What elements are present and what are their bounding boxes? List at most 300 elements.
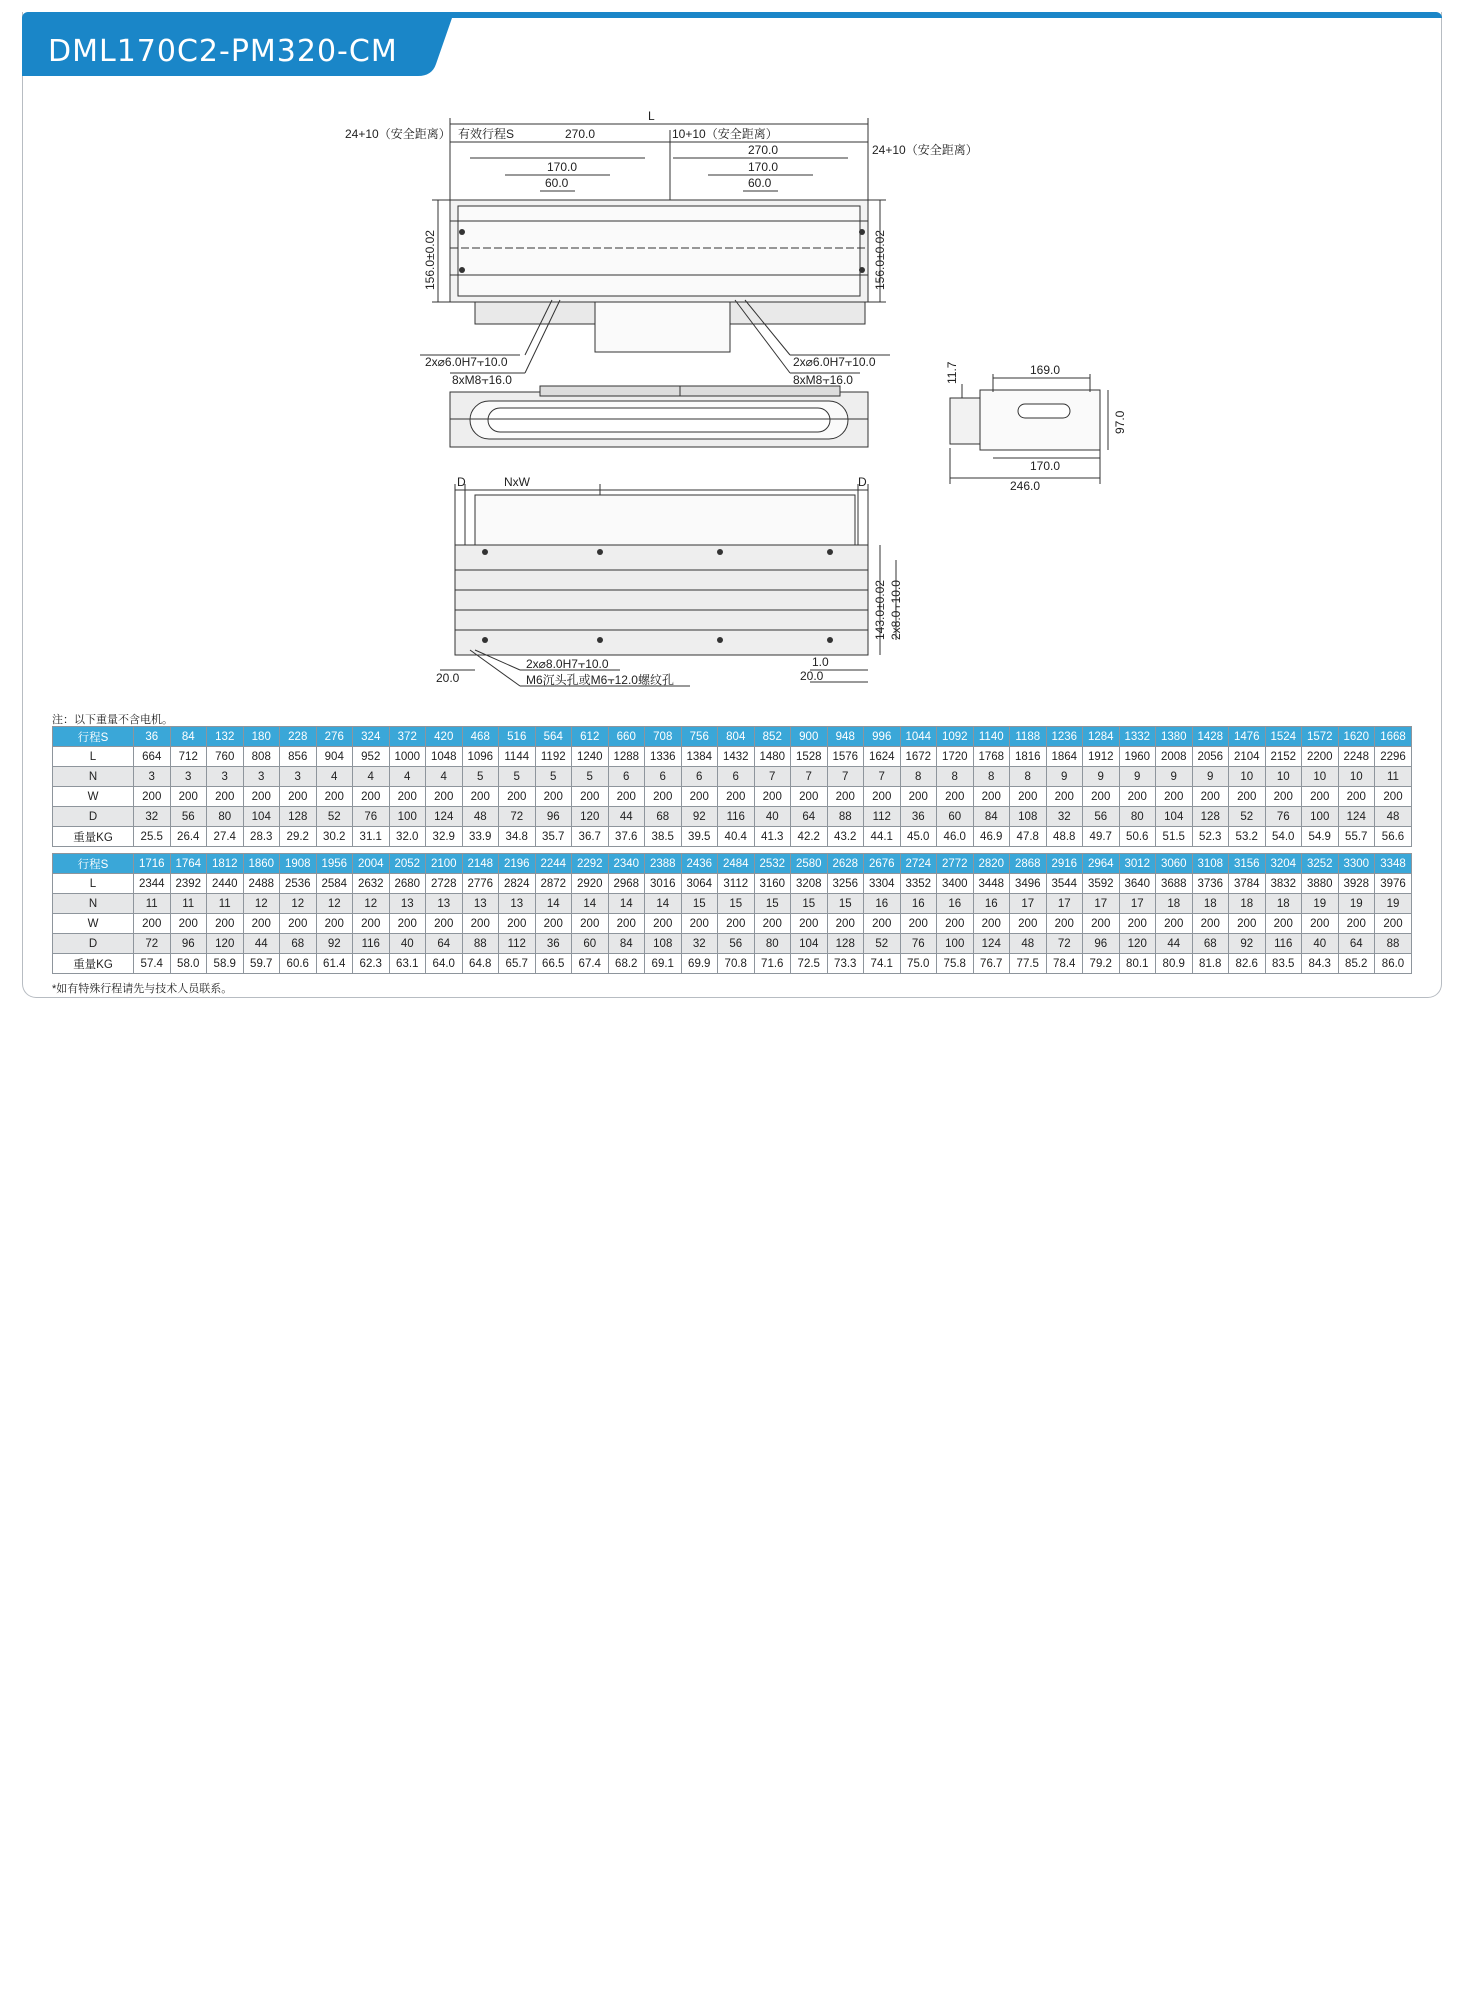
- table-cell: 40: [754, 807, 791, 827]
- table-cell: 124: [1338, 807, 1375, 827]
- table-cell: 19: [1375, 894, 1412, 914]
- table-row: [53, 894, 1412, 914]
- table-cell: 68: [645, 807, 682, 827]
- table-cell: 1284: [1083, 727, 1120, 747]
- table-cell: 17: [1010, 894, 1047, 914]
- table-cell: 76: [1265, 807, 1302, 827]
- table-cell: 900: [791, 727, 828, 747]
- table-cell: 83.5: [1265, 954, 1302, 974]
- table-cell: 2440: [207, 874, 244, 894]
- dim-270-b: 270.0: [748, 143, 779, 157]
- table-cell: 200: [243, 914, 280, 934]
- table-cell: 52: [1229, 807, 1266, 827]
- table-cell: 3348: [1375, 854, 1412, 874]
- table-cell: 468: [462, 727, 499, 747]
- dim-170-b: 170.0: [748, 160, 779, 174]
- table-cell: 3448: [973, 874, 1010, 894]
- table-cell: 41.3: [754, 827, 791, 847]
- table-cell: 14: [645, 894, 682, 914]
- table-cell: 2436: [681, 854, 718, 874]
- table-cell: 612: [572, 727, 609, 747]
- table-cell: 856: [280, 747, 317, 767]
- table-cell: 68: [280, 934, 317, 954]
- table-cell: 3256: [827, 874, 864, 894]
- dim-D-left: D: [457, 475, 466, 489]
- table-cell: 10: [1229, 767, 1266, 787]
- dim-right-safety-mid: 10+10（安全距离）: [672, 127, 778, 141]
- table-cell: 73.3: [827, 954, 864, 974]
- table-cell: 200: [316, 787, 353, 807]
- table-cell: 5: [572, 767, 609, 787]
- table-cell: 2008: [1156, 747, 1193, 767]
- table-cell: 200: [1010, 914, 1047, 934]
- table-cell: 1716: [134, 854, 171, 874]
- table-cell: 1672: [900, 747, 937, 767]
- table-row: [53, 914, 1412, 934]
- table-cell: 116: [718, 807, 755, 827]
- table-cell: 1428: [1192, 727, 1229, 747]
- row-label: D: [53, 934, 134, 954]
- table-cell: 10: [1265, 767, 1302, 787]
- table-cell: 664: [134, 747, 171, 767]
- table-cell: 4: [426, 767, 463, 787]
- note-weight: 注：以下重量不含电机。: [52, 714, 173, 726]
- table-cell: 30.2: [316, 827, 353, 847]
- table-cell: 200: [973, 787, 1010, 807]
- table-cell: 948: [827, 727, 864, 747]
- table-cell: 104: [1156, 807, 1193, 827]
- table-cell: 200: [134, 787, 171, 807]
- table-cell: 756: [681, 727, 718, 747]
- table-cell: 760: [207, 747, 244, 767]
- table-cell: 200: [243, 787, 280, 807]
- table-cell: 62.3: [353, 954, 390, 974]
- table-cell: 15: [718, 894, 755, 914]
- table-cell: 44.1: [864, 827, 901, 847]
- table-cell: 200: [1046, 787, 1083, 807]
- table-cell: 72: [134, 934, 171, 954]
- dim-270-a: 270.0: [565, 127, 596, 141]
- table-cell: 2196: [499, 854, 536, 874]
- table-cell: 2244: [535, 854, 572, 874]
- note-special-stroke: *如有特殊行程请先与技术人员联系。: [52, 983, 233, 995]
- table-cell: 708: [645, 727, 682, 747]
- table-cell: 16: [973, 894, 1010, 914]
- dim-D-right: D: [858, 475, 867, 489]
- table-cell: 31.1: [353, 827, 390, 847]
- table-cell: 70.8: [718, 954, 755, 974]
- table-cell: 200: [1338, 787, 1375, 807]
- table-cell: 3112: [718, 874, 755, 894]
- table-cell: 17: [1046, 894, 1083, 914]
- table-cell: 1044: [900, 727, 937, 747]
- table-cell: 2536: [280, 874, 317, 894]
- table-cell: 3108: [1192, 854, 1229, 874]
- table-cell: 8: [900, 767, 937, 787]
- table-cell: 18: [1192, 894, 1229, 914]
- table-cell: 63.1: [389, 954, 426, 974]
- table-cell: 200: [207, 914, 244, 934]
- table-cell: 49.7: [1083, 827, 1120, 847]
- table-cell: 200: [499, 787, 536, 807]
- table-cell: 200: [1192, 914, 1229, 934]
- dim-20-right: 20.0: [800, 669, 824, 683]
- table-cell: 3: [134, 767, 171, 787]
- table-cell: 18: [1156, 894, 1193, 914]
- technical-drawing: [0, 0, 1464, 700]
- table-cell: 67.4: [572, 954, 609, 974]
- table-cell: 3832: [1265, 874, 1302, 894]
- dim-97: 97.0: [1113, 410, 1127, 434]
- table-cell: 120: [1119, 934, 1156, 954]
- table-cell: 200: [535, 787, 572, 807]
- table-cell: 200: [462, 787, 499, 807]
- table-cell: 46.9: [973, 827, 1010, 847]
- table-cell: 15: [791, 894, 828, 914]
- table-cell: 564: [535, 727, 572, 747]
- table-cell: 132: [207, 727, 244, 747]
- table-cell: 58.0: [170, 954, 207, 974]
- table-cell: 3: [170, 767, 207, 787]
- table-cell: 200: [170, 787, 207, 807]
- table-cell: 200: [973, 914, 1010, 934]
- table-cell: 2584: [316, 874, 353, 894]
- dim-11-7: 11.7: [945, 361, 959, 384]
- table-cell: 3544: [1046, 874, 1083, 894]
- table-cell: 48.8: [1046, 827, 1083, 847]
- table-row: [53, 827, 1412, 847]
- table-cell: 1048: [426, 747, 463, 767]
- table-cell: 7: [864, 767, 901, 787]
- table-cell: 200: [791, 914, 828, 934]
- table-cell: 1528: [791, 747, 828, 767]
- table-cell: 88: [462, 934, 499, 954]
- table-row: [53, 807, 1412, 827]
- row-label: D: [53, 807, 134, 827]
- dim-246: 246.0: [1010, 479, 1041, 493]
- table-cell: 5: [462, 767, 499, 787]
- table-cell: 124: [973, 934, 1010, 954]
- table-cell: 3736: [1192, 874, 1229, 894]
- table-row: [53, 747, 1412, 767]
- table-cell: 100: [1302, 807, 1339, 827]
- hole-m6-bottom: M6沉头孔或M6⫟12.0螺纹孔: [526, 673, 674, 687]
- table-cell: 39.5: [681, 827, 718, 847]
- table-cell: 12: [353, 894, 390, 914]
- table-cell: 200: [280, 914, 317, 934]
- table-cell: 56: [718, 934, 755, 954]
- table-cell: 2724: [900, 854, 937, 874]
- table-cell: 116: [353, 934, 390, 954]
- table-cell: 1764: [170, 854, 207, 874]
- table-cell: 32.9: [426, 827, 463, 847]
- table-cell: 2632: [353, 874, 390, 894]
- table-cell: 116: [1265, 934, 1302, 954]
- table-cell: 3640: [1119, 874, 1156, 894]
- table-cell: 200: [1229, 914, 1266, 934]
- table-cell: 6: [645, 767, 682, 787]
- table-cell: 108: [1010, 807, 1047, 827]
- table-cell: 48: [1375, 807, 1412, 827]
- hole-m8-right: 8xM8⫟16.0: [793, 373, 853, 387]
- table-cell: 200: [1302, 914, 1339, 934]
- table-cell: 32.0: [389, 827, 426, 847]
- table-cell: 18: [1229, 894, 1266, 914]
- table-cell: 11: [207, 894, 244, 914]
- row-label: W: [53, 914, 134, 934]
- table-cell: 660: [608, 727, 645, 747]
- table-cell: 200: [718, 914, 755, 934]
- table-cell: 36.7: [572, 827, 609, 847]
- table-cell: 60: [572, 934, 609, 954]
- table-cell: 128: [1192, 807, 1229, 827]
- table-cell: 25.5: [134, 827, 171, 847]
- row-label: N: [53, 894, 134, 914]
- table-cell: 2152: [1265, 747, 1302, 767]
- table-cell: 2820: [973, 854, 1010, 874]
- table-cell: 92: [681, 807, 718, 827]
- dim-170-end: 170.0: [1030, 459, 1061, 473]
- page-title: DML170C2-PM320-CM: [48, 34, 398, 69]
- table-cell: 84.3: [1302, 954, 1339, 974]
- table-cell: 2484: [718, 854, 755, 874]
- table-cell: 1624: [864, 747, 901, 767]
- table-cell: 804: [718, 727, 755, 747]
- table-cell: 2388: [645, 854, 682, 874]
- table-cell: 200: [1375, 914, 1412, 934]
- table-cell: 104: [243, 807, 280, 827]
- table-cell: 6: [608, 767, 645, 787]
- table-cell: 200: [1229, 787, 1266, 807]
- table-cell: 200: [207, 787, 244, 807]
- table-cell: 47.8: [1010, 827, 1047, 847]
- table-cell: 56: [1083, 807, 1120, 827]
- table-cell: 6: [681, 767, 718, 787]
- table-cell: 3592: [1083, 874, 1120, 894]
- table-cell: 1092: [937, 727, 974, 747]
- table-cell: 2148: [462, 854, 499, 874]
- dim-20-left: 20.0: [436, 671, 460, 685]
- table-cell: 10: [1302, 767, 1339, 787]
- table-cell: 3928: [1338, 874, 1375, 894]
- table-cell: 54.0: [1265, 827, 1302, 847]
- table-cell: 32: [134, 807, 171, 827]
- table-cell: 2100: [426, 854, 463, 874]
- row-label: N: [53, 767, 134, 787]
- table-cell: 38.5: [645, 827, 682, 847]
- table-cell: 15: [681, 894, 718, 914]
- table-cell: 16: [900, 894, 937, 914]
- table-cell: 228: [280, 727, 317, 747]
- table-cell: 16: [937, 894, 974, 914]
- table-cell: 44: [243, 934, 280, 954]
- table-cell: 48: [1010, 934, 1047, 954]
- dim-170-a: 170.0: [547, 160, 578, 174]
- table-cell: 200: [937, 914, 974, 934]
- table-cell: 42.2: [791, 827, 828, 847]
- table-cell: 46.0: [937, 827, 974, 847]
- table-cell: 200: [1083, 787, 1120, 807]
- table-cell: 2628: [827, 854, 864, 874]
- table-cell: 92: [316, 934, 353, 954]
- table-cell: 86.0: [1375, 954, 1412, 974]
- table-cell: 11: [134, 894, 171, 914]
- table-cell: 17: [1119, 894, 1156, 914]
- table-cell: 76: [900, 934, 937, 954]
- table-cell: 5: [535, 767, 572, 787]
- table-cell: 3: [280, 767, 317, 787]
- table-cell: 40: [389, 934, 426, 954]
- table-cell: 200: [389, 787, 426, 807]
- table-cell: 44: [1156, 934, 1193, 954]
- table-cell: 65.7: [499, 954, 536, 974]
- row-label: L: [53, 747, 134, 767]
- table-cell: 200: [535, 914, 572, 934]
- table-cell: 8: [1010, 767, 1047, 787]
- table-cell: 52: [864, 934, 901, 954]
- table-cell: 35.7: [535, 827, 572, 847]
- table-cell: 1000: [389, 747, 426, 767]
- table-cell: 2056: [1192, 747, 1229, 767]
- table-cell: 1956: [316, 854, 353, 874]
- table-cell: 72: [499, 807, 536, 827]
- table-cell: 1668: [1375, 727, 1412, 747]
- table-cell: 9: [1192, 767, 1229, 787]
- table-cell: 420: [426, 727, 463, 747]
- table-cell: 88: [827, 807, 864, 827]
- table-cell: 2920: [572, 874, 609, 894]
- table-cell: 200: [864, 787, 901, 807]
- table-cell: 61.4: [316, 954, 353, 974]
- table-cell: 276: [316, 727, 353, 747]
- table-cell: 1380: [1156, 727, 1193, 747]
- table-cell: 904: [316, 747, 353, 767]
- table-cell: 200: [1046, 914, 1083, 934]
- table-cell: 200: [608, 914, 645, 934]
- table-cell: 108: [645, 934, 682, 954]
- table-cell: 2248: [1338, 747, 1375, 767]
- table-cell: 3160: [754, 874, 791, 894]
- table-cell: 7: [791, 767, 828, 787]
- spec-table-2: [52, 853, 1412, 974]
- table-cell: 2580: [791, 854, 828, 874]
- table-cell: 14: [572, 894, 609, 914]
- table-cell: 200: [170, 914, 207, 934]
- table-cell: 5: [499, 767, 536, 787]
- table-cell: 2676: [864, 854, 901, 874]
- table-cell: 200: [754, 914, 791, 934]
- table-cell: 3252: [1302, 854, 1339, 874]
- table-cell: 54.9: [1302, 827, 1339, 847]
- table-cell: 80: [1119, 807, 1156, 827]
- table-cell: 2200: [1302, 747, 1339, 767]
- dim-60-a: 60.0: [545, 176, 569, 190]
- table-cell: 10: [1338, 767, 1375, 787]
- table-cell: 200: [1338, 914, 1375, 934]
- table-cell: 996: [864, 727, 901, 747]
- table-cell: 1912: [1083, 747, 1120, 767]
- table-row: [53, 727, 1412, 747]
- dim-156-right: 156.0±0.02: [873, 230, 887, 290]
- table-cell: 200: [1083, 914, 1120, 934]
- row-label: 重量KG: [53, 827, 134, 847]
- table-cell: 200: [316, 914, 353, 934]
- table-cell: 712: [170, 747, 207, 767]
- table-cell: 200: [864, 914, 901, 934]
- table-cell: 51.5: [1156, 827, 1193, 847]
- table-cell: 1816: [1010, 747, 1047, 767]
- table-cell: 2964: [1083, 854, 1120, 874]
- table-cell: 53.2: [1229, 827, 1266, 847]
- table-cell: 200: [353, 914, 390, 934]
- table-cell: 1524: [1265, 727, 1302, 747]
- table-cell: 1236: [1046, 727, 1083, 747]
- table-cell: 1576: [827, 747, 864, 767]
- table-cell: 9: [1083, 767, 1120, 787]
- table-cell: 3304: [864, 874, 901, 894]
- table-cell: 4: [389, 767, 426, 787]
- spec-table-1: [52, 726, 1412, 847]
- table-cell: 2824: [499, 874, 536, 894]
- table-cell: 59.7: [243, 954, 280, 974]
- row-label: 行程S: [53, 727, 134, 747]
- table-cell: 200: [754, 787, 791, 807]
- table-cell: 1332: [1119, 727, 1156, 747]
- table-cell: 3300: [1338, 854, 1375, 874]
- dim-156-left: 156.0±0.02: [423, 230, 437, 290]
- table-cell: 2296: [1375, 747, 1412, 767]
- table-cell: 56.6: [1375, 827, 1412, 847]
- table-cell: 3156: [1229, 854, 1266, 874]
- table-cell: 1336: [645, 747, 682, 767]
- hole-m8-left: 8xM8⫟16.0: [452, 373, 512, 387]
- dim-NxW: NxW: [504, 475, 530, 489]
- table-cell: 28.3: [243, 827, 280, 847]
- table-cell: 3400: [937, 874, 974, 894]
- table-cell: 200: [1119, 787, 1156, 807]
- table-cell: 64: [791, 807, 828, 827]
- table-cell: 2916: [1046, 854, 1083, 874]
- table-cell: 75.8: [937, 954, 974, 974]
- table-cell: 44: [608, 807, 645, 827]
- table-cell: 12: [316, 894, 353, 914]
- table-cell: 100: [389, 807, 426, 827]
- table-cell: 36: [900, 807, 937, 827]
- hole-pin-right: 2x⌀6.0H7⫟10.0: [793, 355, 876, 369]
- table-cell: 2004: [353, 854, 390, 874]
- table-cell: 3688: [1156, 874, 1193, 894]
- table-cell: 200: [1192, 787, 1229, 807]
- table-cell: 14: [535, 894, 572, 914]
- table-cell: 1432: [718, 747, 755, 767]
- table-cell: 13: [426, 894, 463, 914]
- table-cell: 79.2: [1083, 954, 1120, 974]
- table-cell: 952: [353, 747, 390, 767]
- table-cell: 64.8: [462, 954, 499, 974]
- table-cell: 60: [937, 807, 974, 827]
- table-cell: 852: [754, 727, 791, 747]
- table-cell: 120: [572, 807, 609, 827]
- table-cell: 112: [864, 807, 901, 827]
- table-cell: 104: [791, 934, 828, 954]
- table-cell: 200: [426, 914, 463, 934]
- table-cell: 200: [572, 914, 609, 934]
- table-cell: 1192: [535, 747, 572, 767]
- table-cell: 60.6: [280, 954, 317, 974]
- dim-effective-stroke: 有效行程S: [458, 127, 515, 141]
- table-cell: 2532: [754, 854, 791, 874]
- table-cell: 1908: [280, 854, 317, 874]
